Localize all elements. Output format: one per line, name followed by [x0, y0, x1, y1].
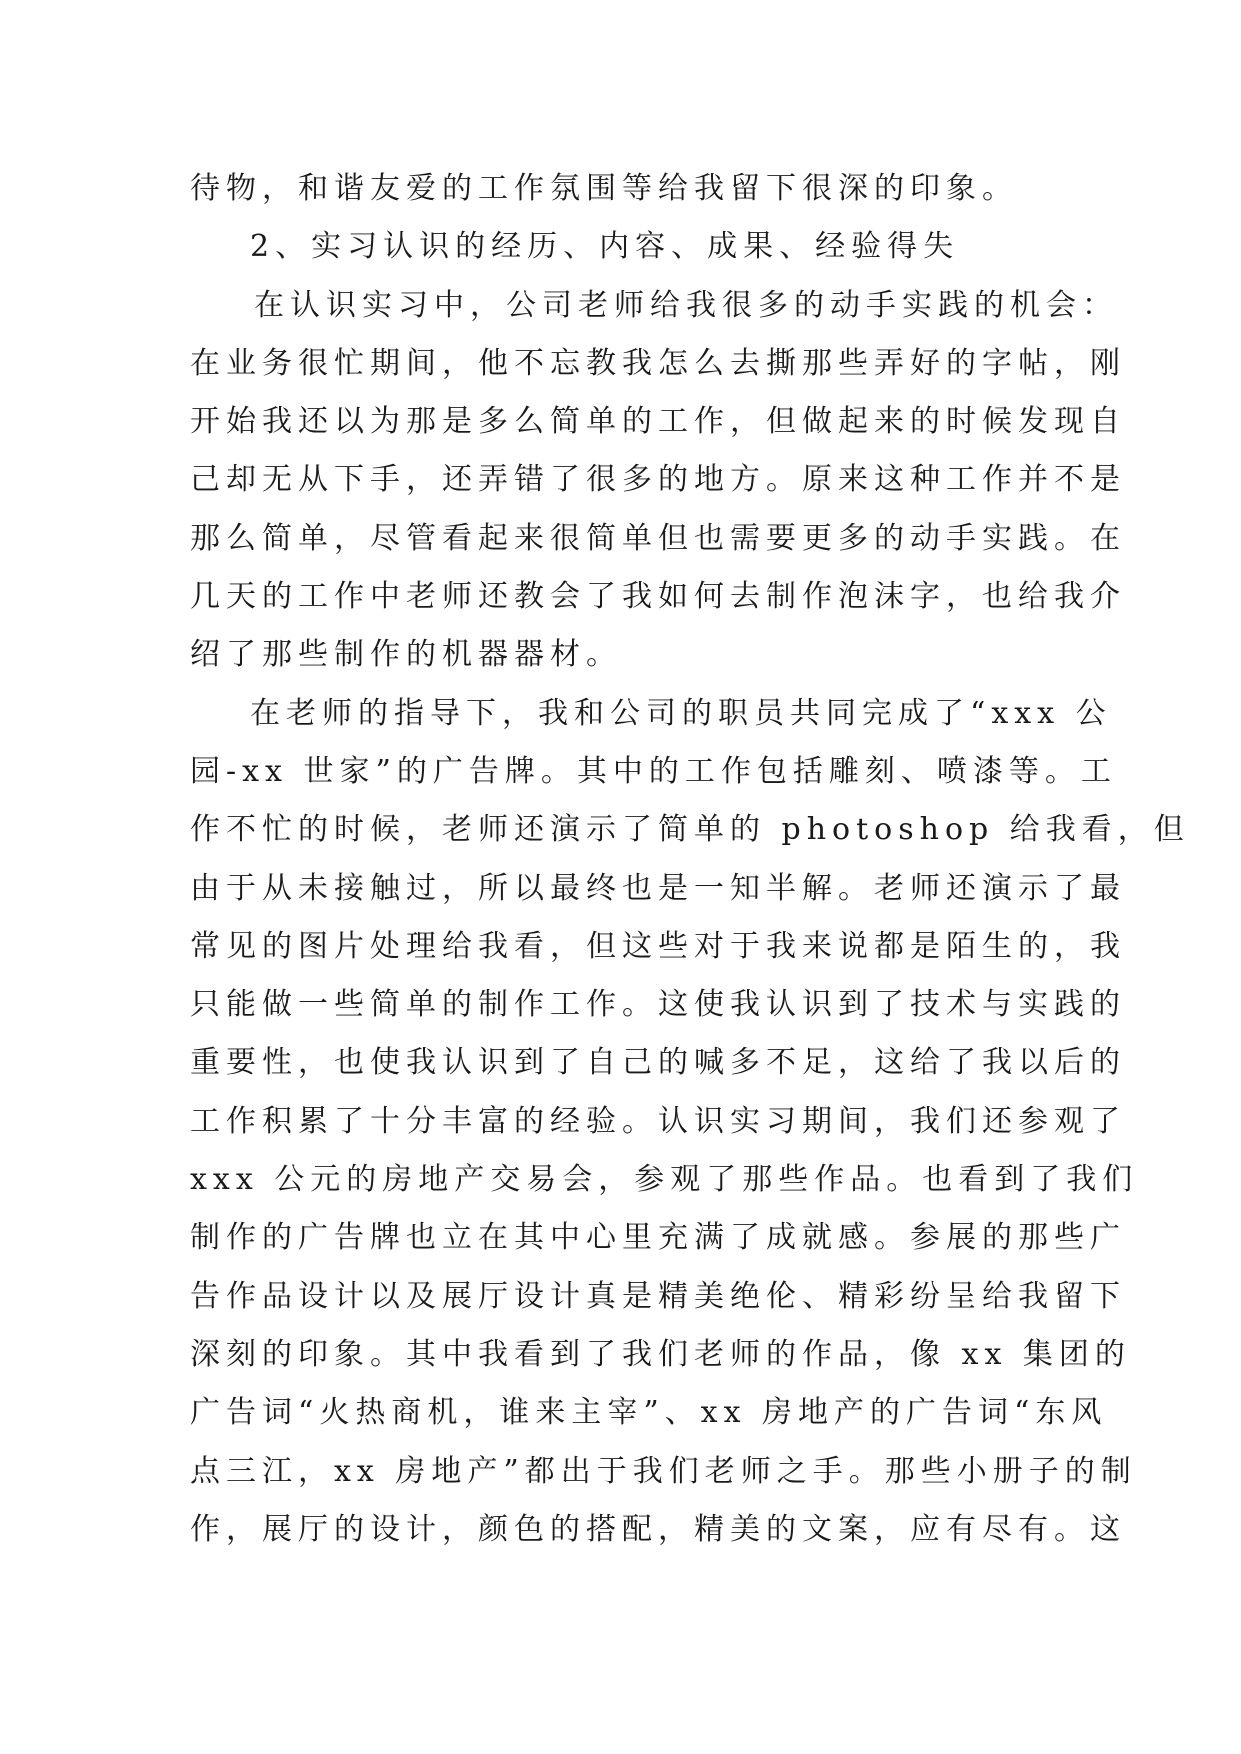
text-line: 深刻的印象。其中我看到了我们老师的作品，像 xx 集团的 — [190, 1336, 1131, 1372]
text-line: 点三江，xx 房地产”都出于我们老师之手。那些小册子的制 — [190, 1453, 1137, 1489]
paragraph-first-line: 在老师的指导下，我和公司的职员共同完成了“xxx 公 — [250, 695, 1112, 731]
text-line: 由于从未接触过，所以最终也是一知半解。老师还演示了最 — [190, 870, 1126, 906]
text-line: 重要性，也使我认识到了自己的喊多不足，这给了我以后的 — [190, 1045, 1126, 1081]
text-line: 作不忙的时候，老师还演示了简单的 photoshop 给我看，但 — [190, 812, 1190, 848]
text-line: 开始我还以为那是多么简单的工作，但做起来的时候发现自 — [190, 404, 1126, 440]
text-line: 广告词“火热商机，谁来主宰”、xx 房地产的广告词“东风 — [190, 1395, 1108, 1431]
paragraph-first-line: 在认识实习中，公司老师给我很多的动手实践的机会： — [254, 287, 1118, 323]
text-line: 作，展厅的设计，颜色的搭配，精美的文案，应有尽有。这 — [190, 1511, 1126, 1547]
text-line: 工作积累了十分丰富的经验。认识实习期间，我们还参观了 — [190, 1103, 1126, 1139]
body-text — [190, 160, 1190, 1559]
text-line: 己却无从下手，还弄错了很多的地方。原来这种工作并不是 — [190, 462, 1126, 498]
text-line: 几天的工作中老师还教会了我如何去制作泡沫字，也给我介 — [190, 579, 1126, 615]
text-line: 在业务很忙期间，他不忘教我怎么去撕那些弄好的字帖，刚 — [190, 345, 1126, 381]
text-line: 常见的图片处理给我看，但这些对于我来说都是陌生的，我 — [190, 928, 1126, 964]
text-line: 园-xx 世家”的广告牌。其中的工作包括雕刻、喷漆等。工 — [190, 753, 1117, 789]
text-line: 待物，和谐友爱的工作氛围等给我留下很深的印象。 — [190, 171, 1018, 206]
text-line: 那么简单，尽管看起来很简单但也需要更多的动手实践。在 — [190, 520, 1126, 556]
section-heading: 2、实习认识的经历、内容、成果、经验得失 — [250, 229, 960, 265]
text-line: 只能做一些简单的制作工作。这使我认识到了技术与实践的 — [190, 987, 1126, 1023]
text-line: xxx 公元的房地产交易会，参观了那些作品。也看到了我们 — [190, 1162, 1139, 1198]
text-line: 绍了那些制作的机器器材。 — [190, 637, 622, 673]
text-line: 制作的广告牌也立在其中心里充满了成就感。参展的那些广 — [190, 1220, 1126, 1256]
text-line: 告作品设计以及展厅设计真是精美绝伦、精彩纷呈给我留下 — [190, 1278, 1126, 1314]
